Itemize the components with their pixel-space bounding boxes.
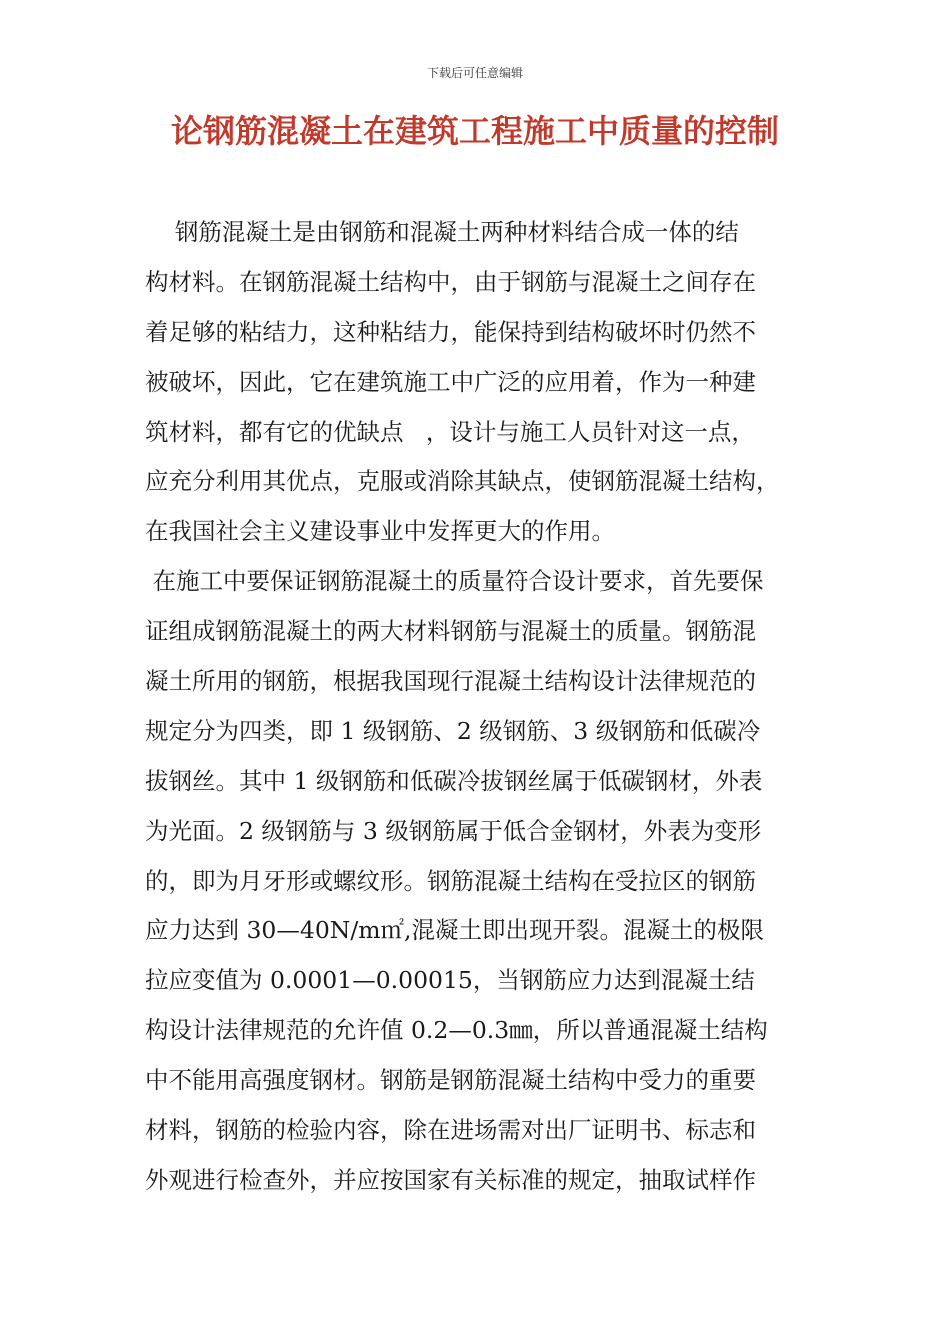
text-line: 外观进行检查外，并应按国家有关标准的规定，抽取试样作 bbox=[145, 1165, 756, 1194]
text-line: 拉应变值为 0.0001—0.00015，当钢筋应力达到混凝土结 bbox=[145, 966, 755, 995]
text-line: 构设计法律规范的允许值 0.2—0.3㎜，所以普通混凝土结构 bbox=[145, 1016, 768, 1045]
text-line: 钢筋混凝土是由钢筋和混凝土两种材料结合成一体的结 bbox=[145, 218, 739, 246]
text-line: 为光面。2 级钢筋与 3 级钢筋属于低合金钢材，外表为变形 bbox=[145, 816, 762, 845]
text-line: 凝土所用的钢筋，根据我国现行混凝土结构设计法律规范的 bbox=[145, 667, 756, 696]
text-line: 着足够的粘结力，这种粘结力，能保持到结构破坏时仍然不 bbox=[145, 317, 756, 346]
body-text bbox=[145, 208, 825, 1206]
text-line: 中不能用高强度钢材。钢筋是钢筋混凝土结构中受力的重要 bbox=[145, 1066, 756, 1095]
text-line: 应力达到 30—40N/m㎡,混凝土即出现开裂。混凝土的极限 bbox=[145, 916, 765, 945]
text-line: 在施工中要保证钢筋混凝土的质量符合设计要求，首先要保 bbox=[145, 567, 764, 596]
document-title: 论钢筋混凝土在建筑工程施工中质量的控制 bbox=[170, 112, 779, 150]
text-line: 拔钢丝。其中 1 级钢筋和低碳冷拔钢丝属于低碳钢材，外表 bbox=[145, 766, 763, 795]
text-line: 规定分为四类，即 1 级钢筋、2 级钢筋、3 级钢筋和低碳冷 bbox=[145, 716, 761, 745]
text-line: 筑材料，都有它的优缺点 ，设计与施工人员针对这一点， bbox=[145, 417, 755, 446]
text-line: 构材料。在钢筋混凝土结构中，由于钢筋与混凝土之间存在 bbox=[145, 267, 756, 296]
text-line: 材料，钢筋的检验内容，除在进场需对出厂证明书、标志和 bbox=[145, 1116, 756, 1145]
text-line: 的，即为月牙形或螺纹形。钢筋混凝土结构在受拉区的钢筋 bbox=[145, 866, 756, 895]
header-note: 下载后可任意编辑 bbox=[426, 66, 523, 80]
text-line: 被破坏，因此，它在建筑施工中广泛的应用着，作为一种建 bbox=[145, 367, 756, 396]
text-line: 证组成钢筋混凝土的两大材料钢筋与混凝土的质量。钢筋混 bbox=[145, 617, 756, 646]
text-line: 在我国社会主义建设事业中发挥更大的作用。 bbox=[145, 517, 615, 546]
text-line: 应充分利用其优点，克服或消除其缺点，使钢筋混凝土结构， bbox=[145, 467, 780, 496]
